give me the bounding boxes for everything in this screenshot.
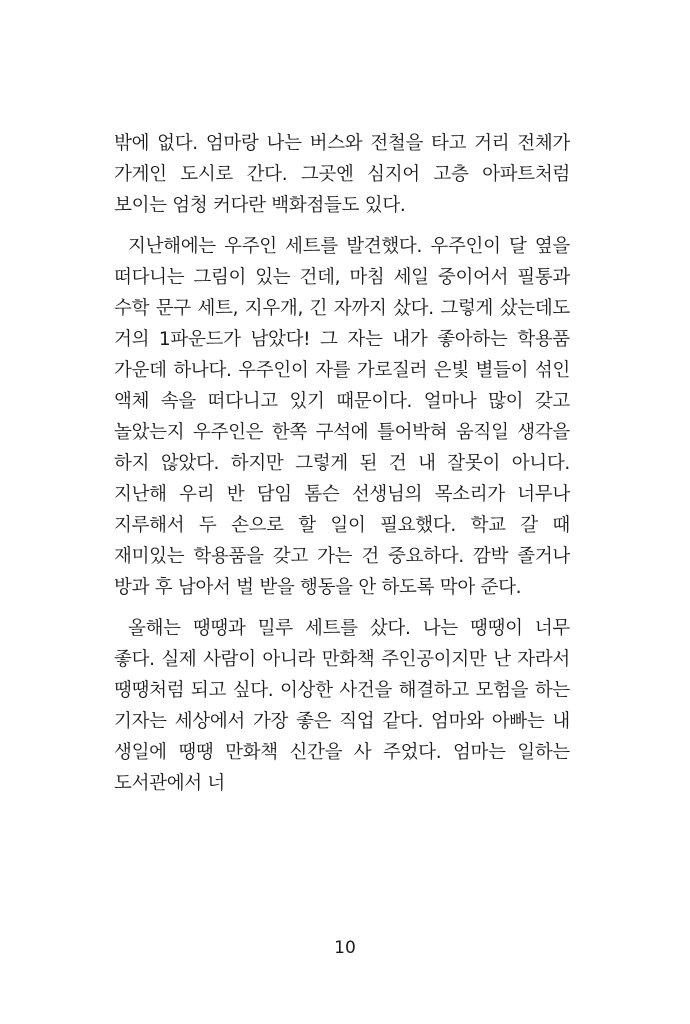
paragraph-3: 올해는 땡땡과 밀루 세트를 샀다. 나는 땡땡이 너무 좋다. 실제 사람이 아니라 만화책 주인공이지만 난 자라서 땡땡처럼 되고 싶다. 이상한 사건을 해결하고 모험을 하는 기자는 세상에서 가장 좋은 직업 같다. 엄마와 아빠는 내 생일에 땡땡 만화책 신간을 사 주었다. 엄마는 일하는 도서관에서 너	[114, 618, 570, 794]
paragraph-1: 밖에 없다. 엄마랑 나는 버스와 전철을 타고 거리 전체가 가게인 도시로 간다. 그곳엔 심지어 고층 아파트처럼 보이는 엄청 커다란 백화점들도 있다.	[114, 133, 570, 216]
body-text	[114, 128, 570, 799]
paragraph-2: 지난해에는 우주인 세트를 발견했다. 우주인이 달 옆을 떠다니는 그림이 있는 건데, 마침 세일 중이어서 필통과 수학 문구 세트, 지우개, 긴 자까지 샀다. 그렇게 샀는데도 거의 1파운드가 남았다! 그 자는 내가 좋아하는 학용품 가운데 하나다. 우주인이 자를 가로질러 은빛 별들이 섞인 액체 속을 떠다니고 있기 때문이다. 얼마나 많이 갖고 놀았는지 우주인은 한쪽 구석에 틀어박혀 움직일 생각을 하지 않았다. 하지만 그렇게 된 건 내 잘못이 아니다. 지난해 우리 반 담임 톰슨 선생님의 목소리가 너무나 지루해서 두 손으로 할 일이 필요했다. 학교 갈 때 재미있는 학용품을 갖고 가는 건 중요하다. 깜박 졸거나 방과 후 남아서 벌 받을 행동을 안 하도록 막아 준다.	[114, 236, 570, 598]
page-number: 10	[334, 938, 356, 958]
